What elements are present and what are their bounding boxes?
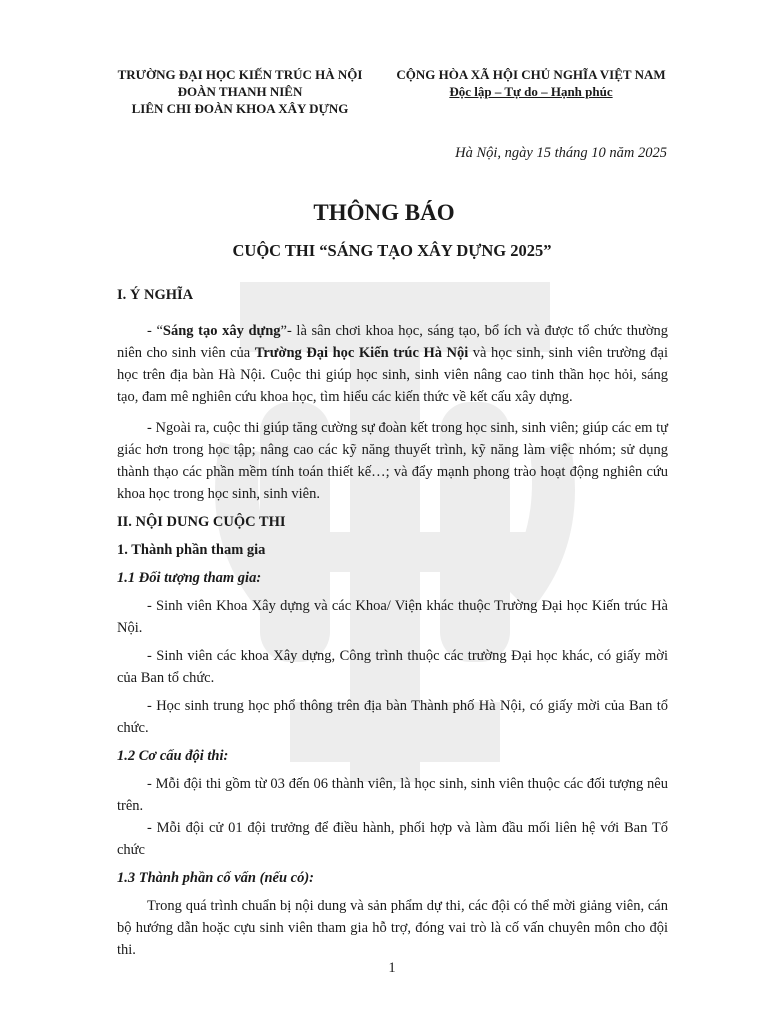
document-body: [117, 284, 668, 961]
national-motto: Độc lập – Tự do – Hạnh phúc: [449, 84, 613, 99]
subsection-1-1-heading: 1.1 Đối tượng tham gia:: [117, 570, 262, 586]
emphasis-contest-name: Sáng tạo xây dựng: [162, 323, 281, 339]
section-1-heading: I. Ý NGHĨA: [117, 287, 194, 303]
header-right: [378, 66, 684, 100]
document-subtitle: CUỘC THI “SÁNG TẠO XÂY DỰNG 2025”: [232, 241, 552, 260]
document-title: THÔNG BÁO: [313, 200, 455, 225]
subsection-1-3-heading: 1.3 Thành phần cố vấn (nếu có):: [117, 870, 314, 886]
text-run: - “: [147, 323, 163, 339]
section-2-heading: II. NỘI DUNG CUỘC THI: [117, 514, 286, 530]
team-structure-item: - Mỗi đội thi gồm từ 03 đến 06 thành viên, là học sinh, sinh viên thuộc các đối tượng nêu trên.: [117, 776, 668, 814]
emphasis-university-name: Trường Đại học Kiến trúc Hà Nội: [254, 345, 469, 361]
participant-item: - Sinh viên các khoa Xây dựng, Công trình thuộc các trường Đại học khác, có giấy mời của Ban tổ chức.: [117, 648, 668, 686]
header-left: [100, 66, 380, 117]
participant-item: - Sinh viên Khoa Xây dựng và các Khoa/ Viện khác thuộc Trường Đại học Kiến trúc Hà Nội.: [117, 598, 668, 636]
section-1-paragraph-1: [117, 320, 668, 408]
text-run: và học sinh, sinh viên trường đại học trên địa bàn Hà Nội. Cuộc thi giúp học sinh, sinh viên nâng cao tinh thần học hỏi, sáng tạo, đam mê nghiên cứu khoa học, tìm hiểu các kiến thức về kết cấu xây dựng.: [117, 345, 668, 405]
subsection-1-heading: 1. Thành phần tham gia: [117, 542, 266, 558]
national-title: CỘNG HÒA XÃ HỘI CHỦ NGHĨA VIỆT NAM: [396, 67, 666, 82]
faculty-union-name: LIÊN CHI ĐOÀN KHOA XÂY DỰNG: [131, 101, 349, 116]
document-date: Hà Nội, ngày 15 tháng 10 năm 2025: [455, 145, 667, 161]
subsection-1-2-heading: 1.2 Cơ cấu đội thi:: [117, 748, 229, 764]
participant-item: - Học sinh trung học phổ thông trên địa bàn Thành phố Hà Nội, có giấy mời của Ban tổ chức.: [117, 698, 668, 736]
school-name: TRƯỜNG ĐẠI HỌC KIẾN TRÚC HÀ NỘI: [117, 67, 363, 82]
text-run: ”- là sân chơi khoa học, sáng tạo, bổ ích và được tổ chức thường niên cho sinh viên của: [117, 323, 669, 361]
advisor-paragraph: Trong quá trình chuẩn bị nội dung và sản phẩm dự thi, các đội có thể mời giảng viên, cán bộ hướng dẫn hoặc cựu sinh viên tham gia hỗ trợ, đóng vai trò là cố vấn chuyên môn cho đội thi.: [117, 898, 668, 958]
team-structure-item: - Mỗi đội cử 01 đội trưởng để điều hành, phối hợp và làm đầu mối liên hệ với Ban Tổ chức: [117, 820, 668, 858]
section-1-paragraph-2: - Ngoài ra, cuộc thi giúp tăng cường sự đoàn kết trong học sinh, sinh viên; giúp các em tự giác hơn trong học tập; nâng cao các kỹ năng thuyết trình, kỹ năng làm việc nhóm; sử dụng thành thạo các phần mềm tính toán thiết kế…; và đẩy mạnh phong trào hoạt động nghiên cứu khoa học trong học sinh, sinh viên.: [117, 420, 668, 502]
page-number: 1: [388, 960, 396, 976]
youth-union-name: ĐOÀN THANH NIÊN: [177, 84, 303, 99]
